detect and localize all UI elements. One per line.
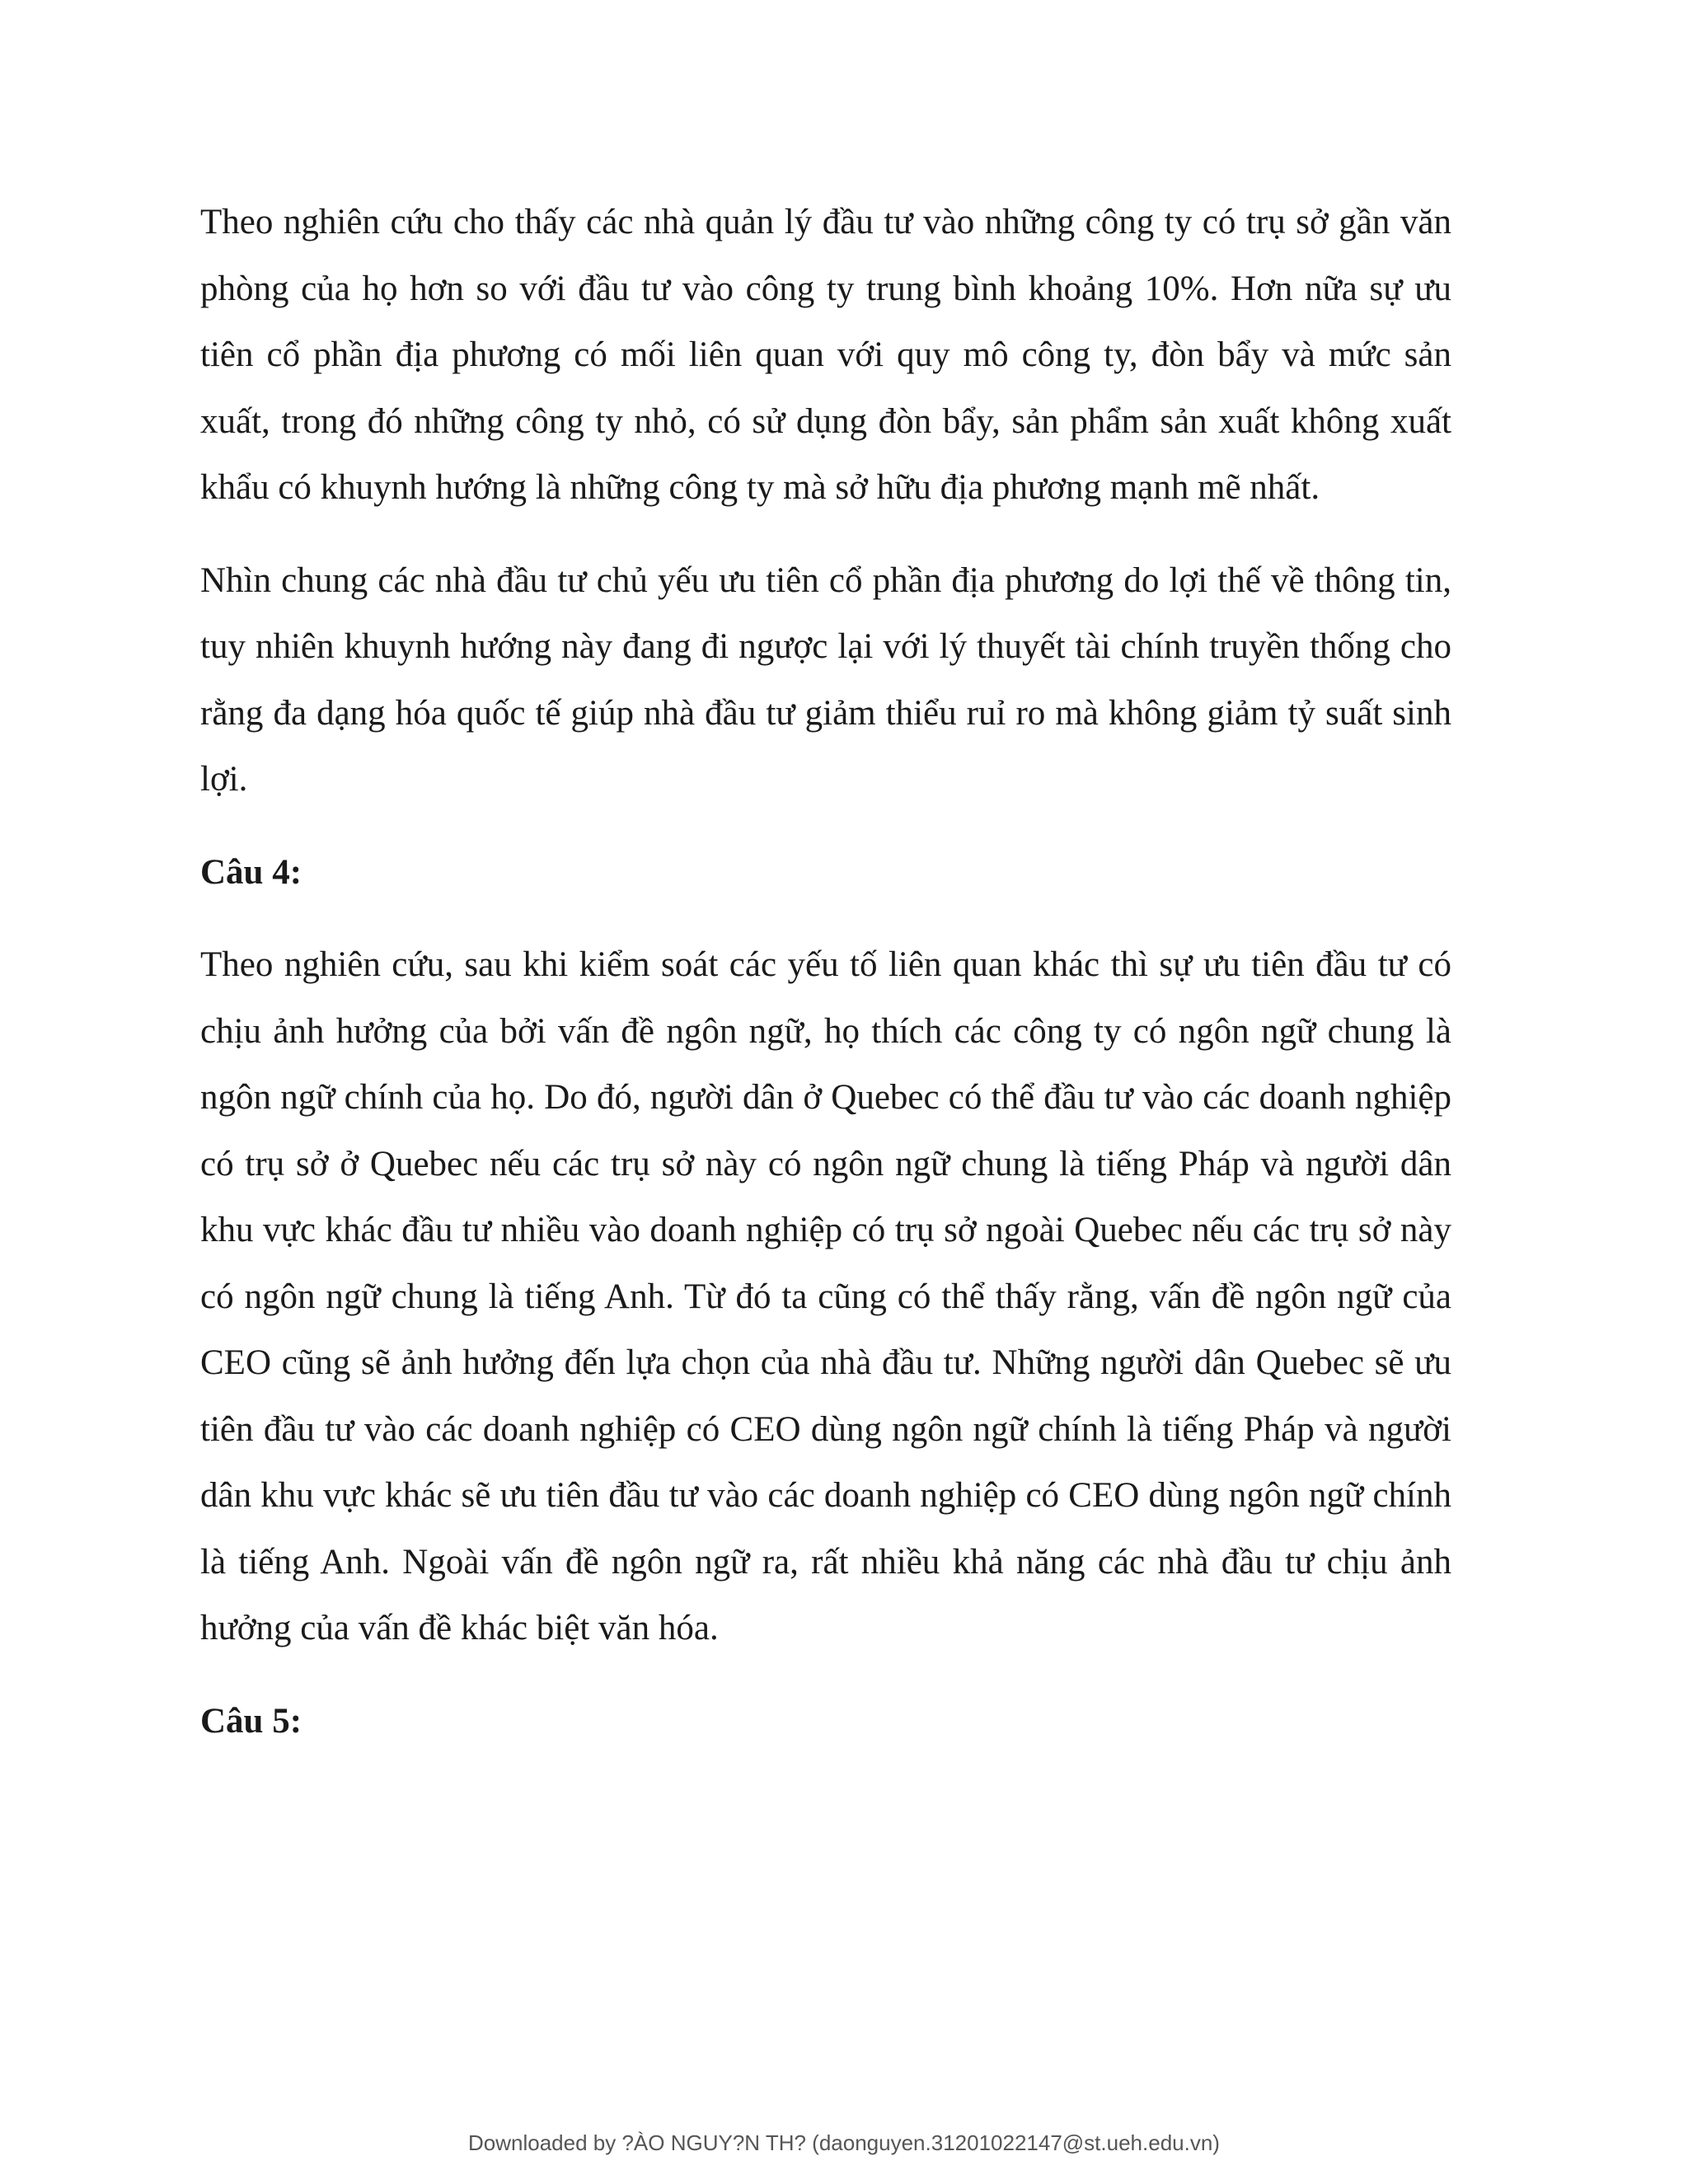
paragraph-information-advantage: Nhìn chung các nhà đầu tư chủ yếu ưu tiên cổ phần địa phương do lợi thế về thông tin, tuy nhiên khuynh hướng này đang đi ngược lại với lý thuyết tài chính truyền thống cho rằng đa dạng hóa quốc tế giúp nhà đầu tư giảm thiểu ruỉ ro mà không giảm tỷ suất sinh lợi.	[200, 560, 1451, 799]
paragraph-home-bias-study: Theo nghiên cứu cho thấy các nhà quản lý đầu tư vào những công ty có trụ sở gần văn phòng của họ hơn so với đầu tư vào công ty trung bình khoảng 10%. Hơn nữa sự ưu tiên cổ phần địa phương có mối liên quan với quy mô công ty, đòn bẩy và mức sản xuất, trong đó những công ty nhỏ, có sử dụng đòn bẩy, sản phẩm sản xuất không xuất khẩu có khuynh hướng là những công ty mà sở hữu địa phương mạnh mẽ nhất.	[200, 203, 1451, 507]
heading-question-4: Câu 4:	[200, 852, 302, 892]
document-body	[200, 190, 1451, 1781]
heading-question-5: Câu 5:	[200, 1701, 302, 1741]
paragraph-language-effect: Theo nghiên cứu, sau khi kiểm soát các yếu tố liên quan khác thì sự ưu tiên đầu tư có chịu ảnh hưởng của bởi vấn đề ngôn ngữ, họ thích các công ty có ngôn ngữ chung là ngôn ngữ chính của họ. Do đó, người dân ở Quebec có thể đầu tư vào các doanh nghiệp có trụ sở ở Quebec nếu các trụ sở này có ngôn ngữ chung là tiếng Pháp và người dân khu vực khác đầu tư nhiều vào doanh nghiệp có trụ sở ngoài Quebec nếu các trụ sở này có ngôn ngữ chung là tiếng Anh. Từ đó ta cũng có thể thấy rằng, vấn đề ngôn ngữ của CEO cũng sẽ ảnh hưởng đến lựa chọn của nhà đầu tư. Những người dân Quebec sẽ ưu tiên đầu tư vào các doanh nghiệp có CEO dùng ngôn ngữ chính là tiếng Pháp và người dân khu vực khác sẽ ưu tiên đầu tư vào các doanh nghiệp có CEO dùng ngôn ngữ chính là tiếng Anh. Ngoài vấn đề ngôn ngữ ra, rất nhiều khả năng các nhà đầu tư chịu ảnh hưởng của vấn đề khác biệt văn hóa.	[200, 945, 1451, 1647]
download-footer: Downloaded by ?ÀO NGUY?N TH? (daonguyen.31201022147@st.ueh.edu.vn)	[468, 2130, 1220, 2155]
